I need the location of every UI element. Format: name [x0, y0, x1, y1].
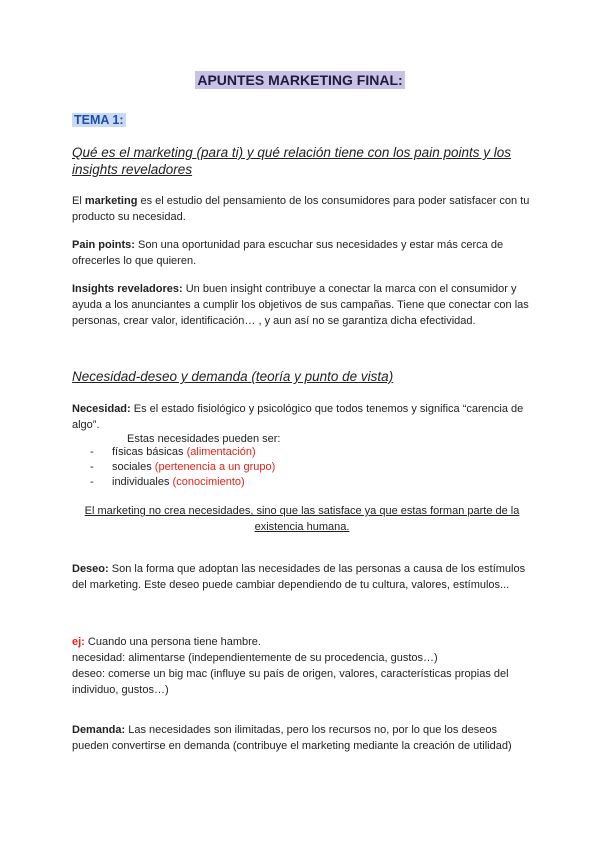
item-note: (pertenencia a un grupo) — [154, 461, 276, 473]
term: Deseo: — [72, 563, 109, 575]
term: Pain points: — [72, 239, 135, 251]
list-intro: Estas necesidades pueden ser: — [127, 433, 281, 445]
tema-text: TEMA 1: — [74, 113, 124, 127]
term: marketing — [84, 195, 138, 207]
tema-heading — [72, 113, 126, 127]
example-line — [72, 634, 532, 650]
paragraph-demanda — [72, 722, 532, 754]
section1-heading: Qué es el marketing (para ti) y qué relación tiene con los pain points y los insights reveladores — [72, 145, 511, 177]
item-note: (conocimiento) — [172, 476, 245, 488]
text: es el estudio del pensamiento de los consumidores para poder satisfacer con tu producto su necesidad. — [72, 195, 530, 223]
example-block — [72, 634, 532, 698]
example-line: deseo: comerse un big mac (influye su país de origen, valores, características propias del individuo, gustos…) — [72, 668, 509, 696]
item-text: individuales — [112, 476, 173, 488]
item-note: (alimentación) — [186, 446, 256, 458]
text: Un buen insight contribuye a conectar la marca con el consumidor y ayuda a los anunciantes a cumplir los objetivos de sus campañas. Tiene que conectar con las personas, crear valor, identificación… , y aun así no se garantiza dicha efectividad. — [72, 283, 529, 327]
text: Las necesidades son ilimitadas, pero los recursos no, por lo que los deseos pueden convertirse en demanda (contribuye el marketing mediante la creación de utilidad) — [72, 724, 512, 752]
section2-heading: Necesidad-deseo y demanda (teoría y punto de vista) — [72, 369, 394, 384]
list-item — [90, 445, 275, 460]
item-text: físicas básicas — [112, 446, 187, 458]
example-label: ej: — [72, 636, 85, 648]
list-item — [90, 460, 275, 475]
term: Demanda: — [72, 724, 126, 736]
text: Es el estado fisiológico y psicológico que todos tenemos y significa “carencia de algo”. — [72, 403, 524, 431]
text: El — [72, 195, 85, 207]
example-line: necesidad: alimentarse (independientemente de su procedencia, gustos…) — [72, 652, 438, 664]
paragraph-deseo — [72, 561, 532, 593]
title-text: APUNTES MARKETING FINAL: — [197, 72, 403, 88]
term: Necesidad: — [72, 403, 131, 415]
text: Son la forma que adoptan las necesidades de las personas a causa de los estímulos del marketing. Este deseo puede cambiar dependiendo de tu cultura, valores, estímulos... — [72, 563, 526, 591]
text: Son una oportunidad para escuchar sus necesidades y estar más cerca de ofrecerles lo que quieren. — [72, 239, 504, 267]
text: Cuando una persona tiene hambre. — [84, 636, 261, 648]
paragraph-pain-points — [72, 237, 532, 269]
term: Insights reveladores: — [72, 283, 183, 295]
bullet: - — [90, 446, 94, 458]
bullet: - — [90, 476, 94, 488]
paragraph-insights — [72, 281, 532, 329]
marketing-note: El marketing no crea necesidades, sino que las satisface ya que estas forman parte de la existencia humana. — [84, 505, 520, 533]
list-item — [90, 475, 275, 490]
bullet: - — [90, 461, 94, 473]
document-title — [0, 72, 600, 88]
item-text: sociales — [112, 461, 155, 473]
paragraph-necesidad — [72, 401, 532, 433]
needs-list — [90, 445, 275, 490]
paragraph-marketing — [72, 193, 532, 225]
